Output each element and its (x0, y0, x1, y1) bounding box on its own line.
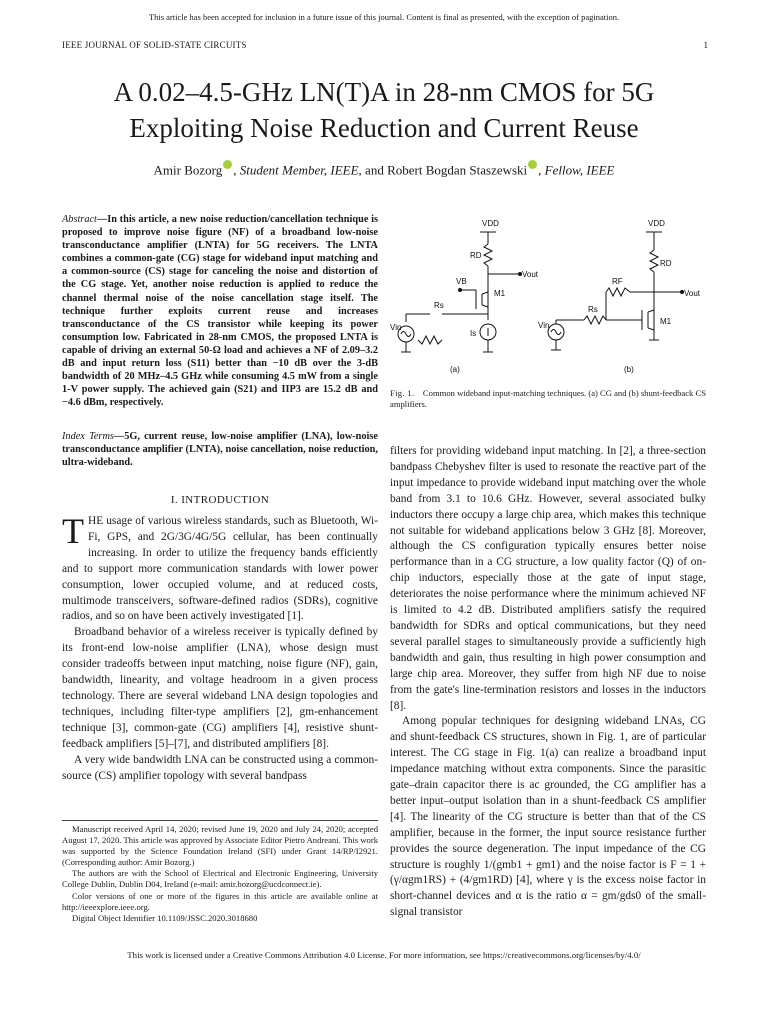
caption-text: Common wideband input-matching techniques. (a) CG and (b) shunt-feedback CS amplifiers. (390, 388, 706, 410)
circuit-schematics (390, 212, 716, 380)
index-terms-text: 5G, current reuse, low-noise amplifier (LNA), low-noise transconductance amplifier (LNTA), noise cancellation, noise reduction, ultra-wideband. (62, 431, 378, 469)
fig-a-is-label: Is (470, 329, 477, 338)
author-joiner: , and (358, 162, 388, 178)
left-column-body (62, 511, 378, 784)
footnotes (62, 824, 378, 924)
fig-a-vin-label: Vin (390, 323, 402, 332)
fig-b-m1-label: M1 (660, 317, 672, 326)
fig-b-rf-label: RF (612, 277, 623, 286)
orcid-icon[interactable] (223, 160, 232, 169)
fig-a-rs-label: Rs (434, 301, 444, 310)
fig-b-rs-label: Rs (588, 305, 598, 314)
fig-a-vdd-label: VDD (482, 219, 499, 228)
index-terms-label: Index Terms (62, 431, 114, 442)
page-number: 1 (703, 40, 708, 50)
orcid-icon[interactable] (528, 160, 537, 169)
fig-b-vout-label: Vout (684, 289, 701, 298)
caption-label: Fig. 1. (390, 388, 415, 398)
abstract-text: In this article, a new noise reduction/cancellation technique is proposed to improve noise figure (NF) of a broadband low-noise transconductance amplifier (LNTA) for 5G receivers. The LNTA combines a common-gate (CG) stage for wideband input matching and a common-source (CS) stage for canceling the noise and distortion of the CG stage. Yet, another noise reduction is applied to reduce the channel thermal noise of the noise cancellation stage itself. The technique further exploits current reuse and increases transconductance of the CS transistor while keeping its power consumption low. Fabricated in 28-nm CMOS, the proposed LNTA is capable of driving an external 50-Ω load and achieves a NF of 2.09–3.2 dB and input return loss (S11) better than −10 dB over the 3-dB bandwidth of 20 MHz–4.5 GHz while consuming 4.5 mW from a single 1-V power supply. The achieved gain (S21) and IIP3 are 15.2 dB and −4.6 dBm, respectively. (62, 214, 378, 409)
fig-a-vb-label: VB (456, 277, 467, 286)
author-2-name: Robert Bogdan Staszewski (387, 162, 528, 178)
section-heading-introduction: I. INTRODUCTION (170, 494, 270, 506)
acceptance-notice: This article has been accepted for inclusion in a future issue of this journal. Content is final as presented, with the exception of pagination. (148, 12, 620, 22)
right-paragraph-2: Among popular techniques for designing wideband LNAs, CG and shunt-feedback CS structures, shown in Fig. 1, are of particular interest. The CG stage in Fig. 1(a) can realize a broadband input impedance matching without extra components. Since the parasitic gate–drain capacitor there is ac grounded, the CG amplifier has a better input–output isolation than in a shunt-feedback CS amplifier [4]. The linearity of the CG structure is better than that of the CS amplifier, because in the former, the input source resistance further provides the source degeneration. The input impedance of the CG structure is roughly 1/(gmb1 + gm1) and the noise factor is F = 1 + (γ/αgm1RS) + (4/gm1RD) [4], where γ is the excess noise factor in short-channel devices and α is the ratio α = gm/gds0 of the small-signal transistor (390, 715, 706, 919)
drop-cap: T (62, 511, 84, 551)
footnote-affiliation: The authors are with the School of Electrical and Electronic Engineering, University College Dublin, Dublin D04, Ireland (e-mail: amir.bozorg@ucdconnect.ie). (62, 868, 378, 890)
right-paragraph-1: filters for providing wideband input matching. In [2], a three-section bandpass Chebyshev filter is used to resonate the reactive part of the input impedance to provide wideband input matching over the whole band from 3.1 to 10.6 GHz. However, several associated bulky inductors there occupy a large chip area, which makes this technique not suitable for wideband applications below 3 GHz [8]. Moreover, although the CS configuration typically ensures better noise performance than in a CG structure, a low quality factor (Q) of on-chip inductors, especially those at the gate of input stage, deteriorates the noise performance where the minimum achieved NF is limited to 4.2 dB. Distributed amplifiers satisfy the required bandwidth for SDRs and optical communications, but they need several parallel stages to simultaneously provide a sufficiently high bandwidth and gain, thus resulting in high power consumption and large chip area. Moreover, they suffer from high NF due to noise from the gate's line-termination resistors and losses in the inductors [8]. (390, 445, 706, 712)
index-terms: Index Terms—5G, current reuse, low-noise amplifier (LNA), low-noise transconductance amplifier (LNTA), noise cancellation, noise reduction, ultra-wideband. (62, 431, 378, 469)
journal-running-head: IEEE JOURNAL OF SOLID-STATE CIRCUITS (62, 40, 247, 50)
abstract: Abstract—In this article, a new noise reduction/cancellation technique is proposed to improve noise figure (NF) of a broadband low-noise transconductance amplifier (LNTA) for 5G receivers. The LNTA combines a common-gate (CG) stage for wideband input matching and a common-source (CS) stage for canceling the noise and distortion of the CG stage. Yet, another noise reduction is applied to reduce the channel thermal noise of the noise cancellation stage itself. The technique further exploits current reuse and increases transconductance of the CS transistor while keeping its power consumption low. Fabricated in 28-nm CMOS, the proposed LNTA is capable of driving an external 50-Ω load and achieves a NF of 2.09–3.2 dB and input return loss (S11) better than −10 dB over the 3-dB bandwidth of 20 MHz–4.5 GHz while consuming 4.5 mW from a single 1-V power supply. The achieved gain (S21) and IIP3 are 15.2 dB and −4.6 dBm, respectively. (62, 214, 378, 409)
fig-b-rd-label: RD (660, 259, 672, 268)
fig-b-vin-label: Vin (538, 321, 550, 330)
fig-a-tag: (a) (450, 365, 460, 374)
paper-title (40, 74, 728, 146)
author-line: Amir Bozorg , Student Member, IEEE, and Robert Bogdan Staszewski , Fellow, IEEE (40, 160, 728, 178)
title-line-2: Exploiting Noise Reduction and Current Reuse (129, 113, 639, 143)
fig-b-tag: (b) (624, 365, 634, 374)
intro-paragraph-1: THE usage of various wireless standards, such as Bluetooth, Wi-Fi, GPS, and 2G/3G/4G/5G cellular, has been continually increasing. In order to utilize the frequency bands efficiently and to support more communication standards with lower power consumption, lower occupied volume, and at reduced costs, multimode transceivers, software-defined radios (SDRs), cognitive radios, and so on have been actively investigated [1]. (62, 511, 378, 623)
intro-paragraph-2: Broadband behavior of a wireless receiver is typically defined by its front-end low-noise amplifier (LNA), whose design must consider tradeoffs between input matching, noise figure (NF), gain, bandwidth, linearity, and voltage headroom in a given process technology. There are several wideband LNA design topologies and techniques, including filter-type amplifiers [2], gm-enhancement technique [3], common-gate (CG) amplifiers [4], resistive shunt-feedback amplifiers [5]–[7], and distributed amplifiers [8]. (62, 626, 378, 750)
author-1-role: Student Member, IEEE (239, 162, 359, 178)
fig-a-m1-label: M1 (494, 289, 506, 298)
footnote-rule (62, 820, 378, 821)
figure-1-caption (390, 388, 706, 410)
abstract-label: Abstract (62, 214, 97, 225)
title-line-1: A 0.02–4.5-GHz LN(T)A in 28-nm CMOS for 5G (113, 77, 655, 107)
footnote-manuscript: Manuscript received April 14, 2020; revised June 19, 2020 and July 24, 2020; accepted August 17, 2020. This article was approved by Associate Editor Pietro Andreani. This work was supported by the Science Foundation Ireland (SFI) under Grant 14/RP/I2921. (Corresponding author: Amir Bozorg.) (62, 824, 378, 868)
right-column-body (390, 444, 706, 921)
fig-b-vdd-label: VDD (648, 219, 665, 228)
footnote-doi: Digital Object Identifier 10.1109/JSSC.2020.3018680 (72, 912, 258, 923)
footnote-color: Color versions of one or more of the figures in this article are available online at http://ieeexplore.ieee.org. (62, 890, 378, 912)
intro-paragraph-3: A very wide bandwidth LNA can be constructed using a common-source (CS) amplifier topology with several bandpass (62, 753, 378, 782)
license-notice: This work is licensed under a Creative Commons Attribution 4.0 License. For more information, see https://creativecommons.org/licenses/by/4.0/ (127, 950, 641, 960)
author-2-role: Fellow, IEEE (544, 162, 615, 178)
fig-a-vout-label: Vout (522, 270, 539, 279)
author-1-name: Amir Bozorg (153, 162, 223, 178)
figure-1 (390, 212, 716, 380)
fig-a-rd-label: RD (470, 251, 482, 260)
